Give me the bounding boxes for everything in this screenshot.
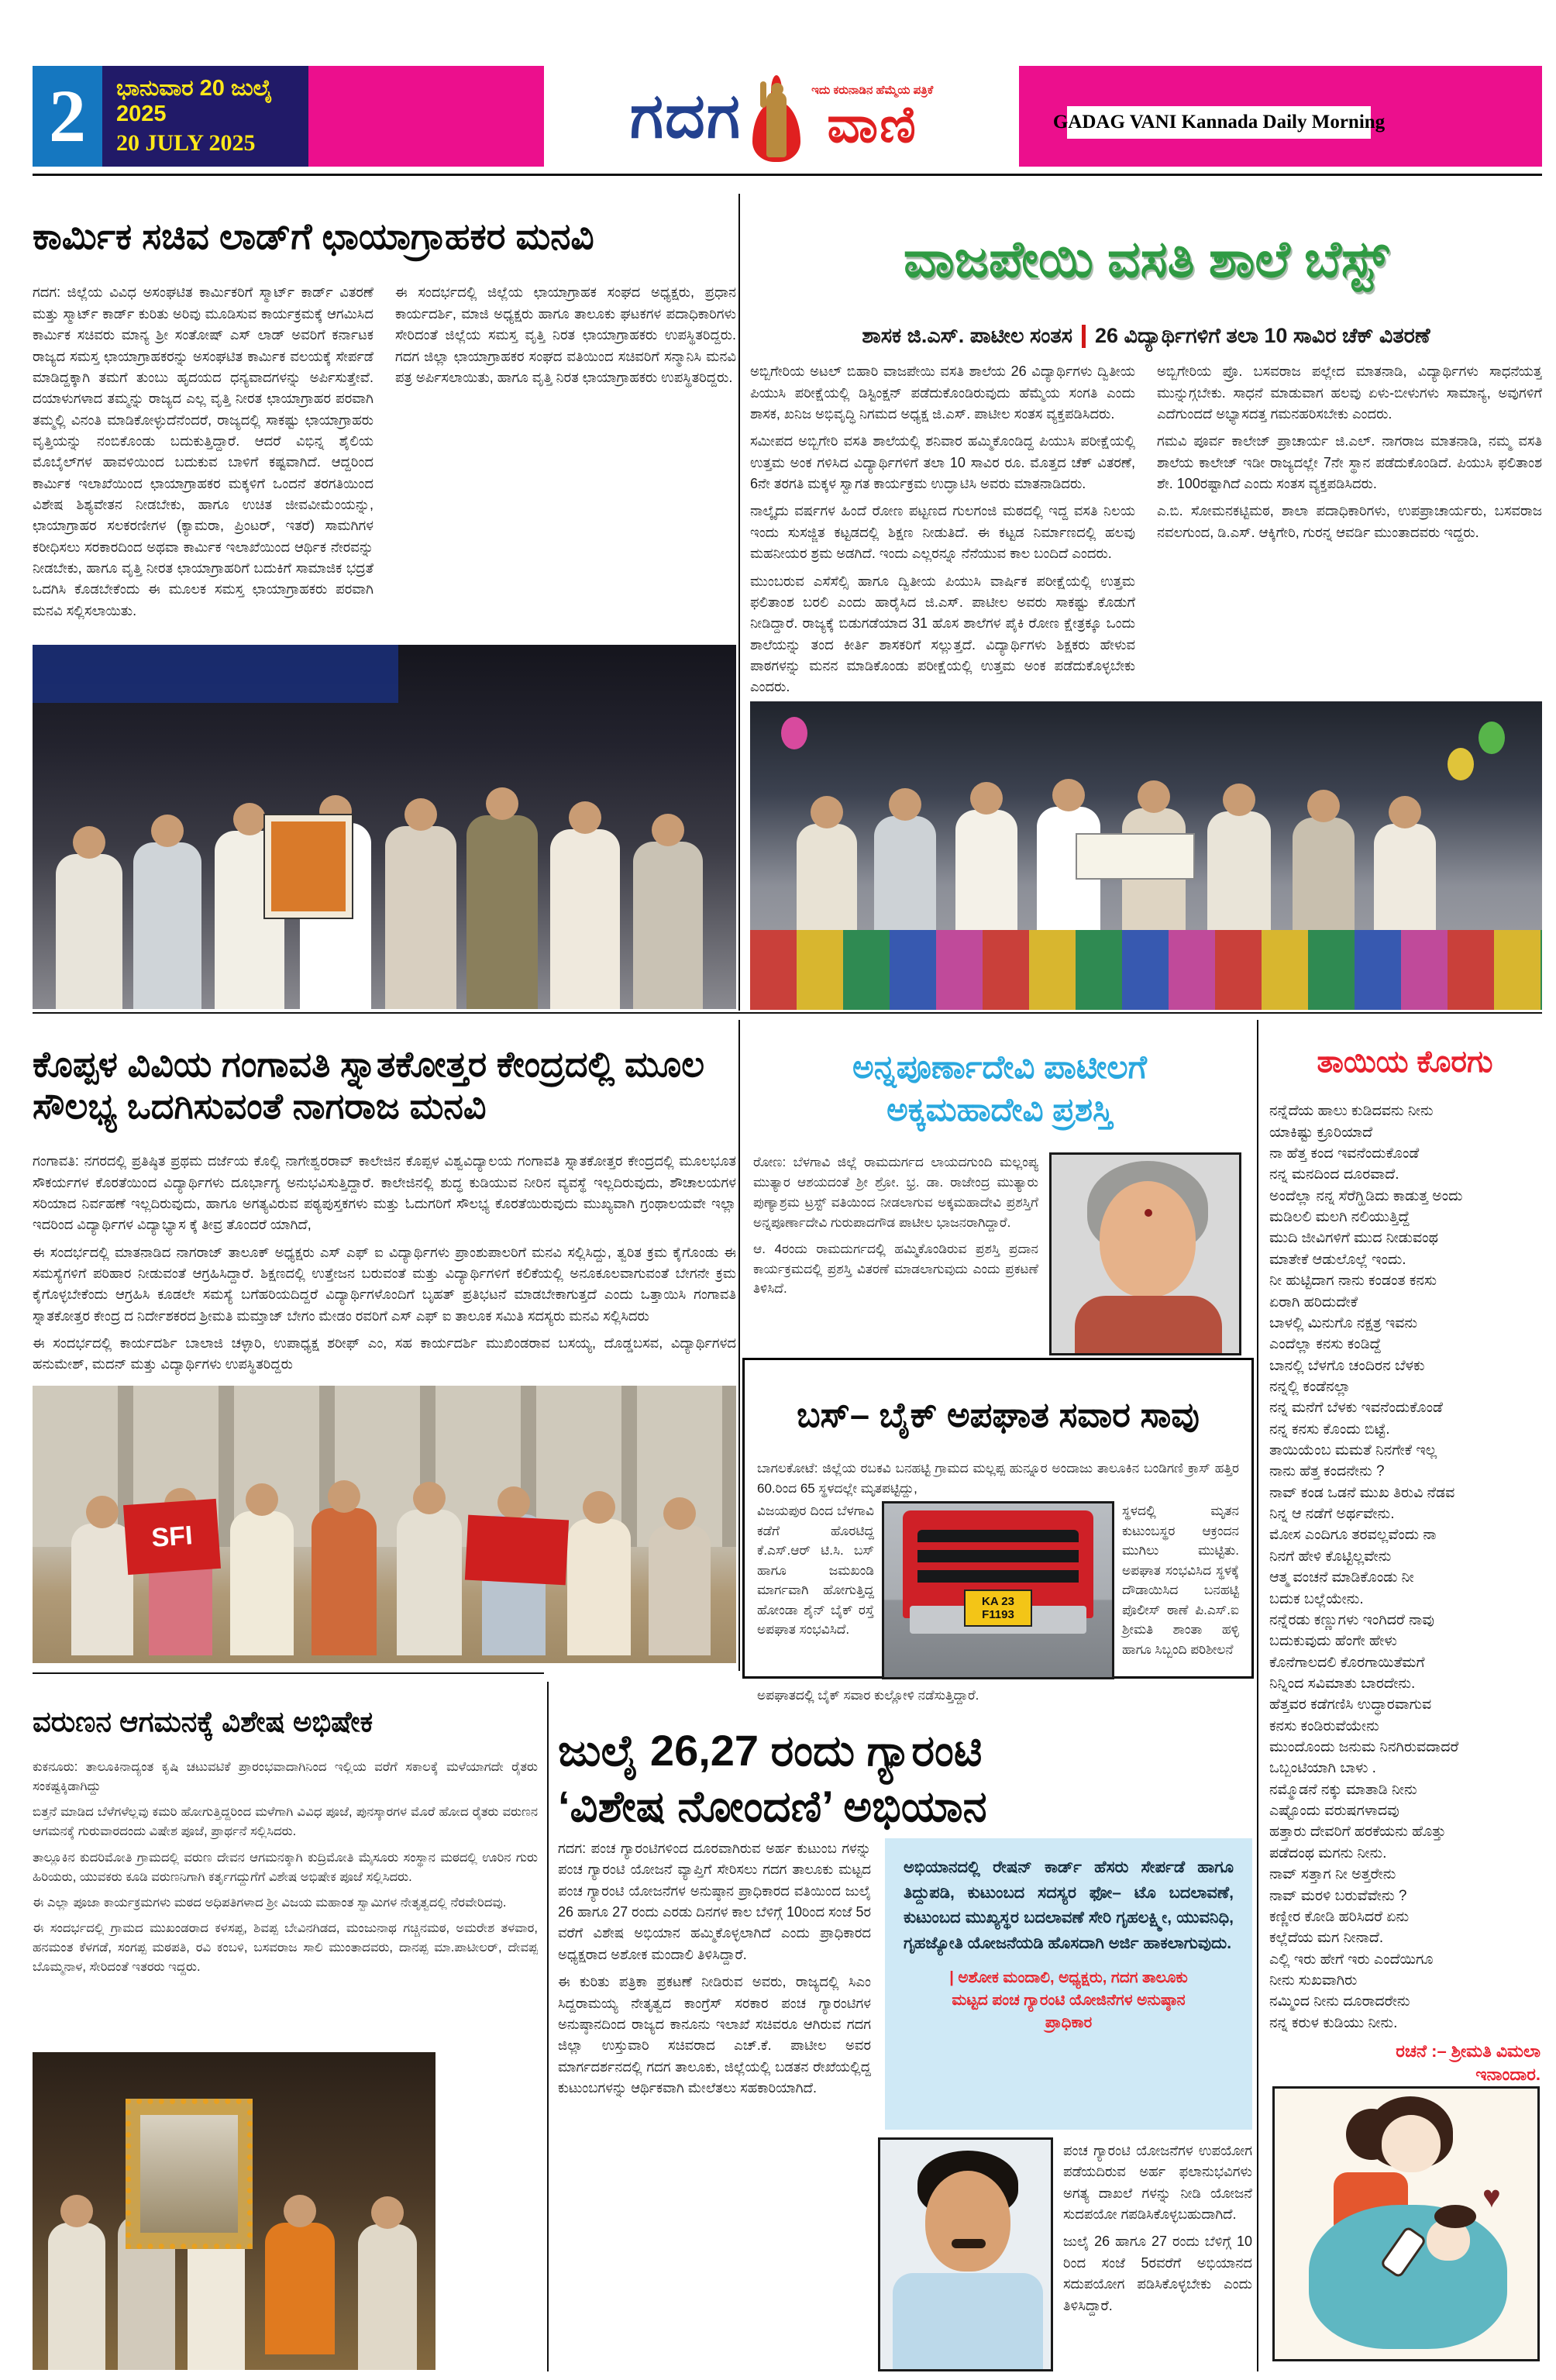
poem-line: ಯಾಕಿಷ್ಟು ಕ್ರೂರಿಯಾದೆ (1269, 1124, 1373, 1141)
article-paragraph: ಈ ಎಲ್ಲಾ ಪೂಜಾ ಕಾರ್ಯಕ್ರಮಗಳು ಮಠದ ಅಧಿಪತಿಗಳಾದ ಶ್ರೀ ವಿಜಯ ಮಹಾಂತ ಸ್ವಾಮಿಗಳ ನೇತೃತ್ವದಲ್ಲಿ ನೆರವೇರಿದವು. (33, 1895, 507, 1910)
photo-figure-police (466, 815, 538, 1009)
photo-figure (550, 829, 620, 1009)
info-box-text: ಅಭಿಯಾನದಲ್ಲಿ ರೇಷನ್ ಕಾರ್ಡ್ ಹೆಸರು ಸೇರ್ಪಡೆ ಹಾಗೂ ತಿದ್ದುಪಡಿ, ಕುಟುಂಬದ ಸದಸ್ಯರ ಫೋ– ಟೊ ಬದಲಾವಣೆ, ಕುಟುಂಬದ ಮುಖ್ಯಸ್ಥರ ಬದಲಾವಣೆ ಸೇರಿ ಗೃಹಲಕ್ಷ್ಮೀ, ಯುವನಿಧಿ, ಗೃಹಜ್ಯೋತಿ ಯೋಜನೆಯಡಿ ಹೊಸದಾಗಿ ಅರ್ಜಿ ಹಾಕಲಾಗುವುದು. (904, 1858, 1234, 1952)
baby-hair-shape (1434, 2205, 1476, 2228)
headline-line1: ಅನ್ನಪೂರ್ಣಾದೇವಿ ಪಾಟೀಲಗೆ (852, 1049, 1147, 1086)
logo-right-block (811, 83, 934, 153)
photo-figure (1207, 811, 1271, 940)
article-paragraph: ಈ ಸಂದರ್ಭದಲ್ಲಿ ಜಿಲ್ಲೆಯ ಛಾಯಾಗ್ರಾಹಕ ಸಂಘದ ಅಧ್ಯಕ್ಷರು, ಪ್ರಧಾನ ಕಾರ್ಯದರ್ಶಿ, ಮಾಜಿ ಅಧ್ಯಕ್ಷರು ಹಾಗೂ ತಾಲೂಕು ಘಟಕಗಳ ಪದಾಧಿಕಾರಿಗಳು ಸೇರಿದಂತೆ ಜಿಲ್ಲೆಯ ಸಮಸ್ತ ವೃತ್ತಿ ನಿರತ ಛಾಯಾಗ್ರಾಹಕರು ಉಪಸ್ಥಿತರಿದ್ದರು. ಗದಗ ಜಿಲ್ಲಾ ಛಾಯಾಗ್ರಾಹಕರ ಸಂಘದ ವತಿಯಿಂದ ಸಚಿವರಿಗೆ ಸನ್ಮಾನಿಸಿ ಮನವಿ ಪತ್ರ ಅರ್ಪಿಸಲಾಯಿತು, ಹಾಗೂ ವೃತ್ತಿ ನಿರತ ಛಾಯಾಗ್ರಾಹಕರು ಉಪಸ್ಥಿತರಿದ್ದರು. (395, 284, 736, 385)
balloon-icon (1448, 748, 1474, 780)
article-intro: ಬಾಗಲಕೋಟೆ: ಜಿಲ್ಲೆಯ ರಬಕವಿ ಬನಹಟ್ಟಿ ಗ್ರಾಮದ ಮಲ್ಲಪ್ಪ ಹುನ್ನೂರ ಅಂದಾಜು ತಾಲೂಕಿನ ಬಂಡಿಗಣಿ ಕ್ರಾಸ್ ಹತ್ತಿರ 60.ರಿಂದ 65 ಸ್ಥಳದಲ್ಲೇ ಮೃತಪಟ್ಟಿದ್ದು, (757, 1461, 1239, 1496)
poem-line: ನಾವ್ ಸತ್ತಾಗ ನೀ ಅತ್ತರೇನು (1269, 1866, 1396, 1883)
poem-line: ಬಾಳಲ್ಲಿ ಮಿನುಗೊ ನಕ್ಷತ್ರ ಇವನು (1269, 1314, 1418, 1331)
photo-figure (1293, 818, 1355, 940)
garlanded-portrait (126, 2099, 253, 2249)
article-paragraph: ಬಿತ್ತನೆ ಮಾಡಿದ ಬೆಳೆಗಳೆಲ್ಲವು ಕಮರಿ ಹೋಗುತ್ತಿದ್ದರಿಂದ ಮಳೆಗಾಗಿ ವಿವಿಧ ಪೂಜೆ, ಪುನಸ್ಕಾರಗಳ ಮೊರೆ ಹೋದ ರೈತರು ವರುಣನ ಆಗಮನಕ್ಕೆ ಗುರುವಾರದಂದು ವಿಷೇಶ ಪೂಜೆ, ಪ್ರಾರ್ಥನೆ ಸಲ್ಲಿಸಿದರು. (33, 1805, 538, 1839)
article-gangavati-sfi (33, 1019, 736, 1407)
poem-line: ಎಂದೆಲ್ಲಾ ಕನಸು ಕಂಡಿದ್ದೆ (1269, 1336, 1382, 1353)
photo-figure (955, 810, 1017, 940)
sfi-flag (123, 1499, 221, 1575)
article-body (33, 1758, 538, 2068)
masthead-pink-block (308, 66, 544, 167)
mother-saree-shape (1309, 2205, 1507, 2349)
moustache-shape (952, 2239, 986, 2248)
poem-line: ಆತ್ಮ ವಂಚನೆ ಮಾಡಿಕೊಂಡು ನೀ (1269, 1569, 1414, 1586)
poem-line: ನೀ ಹುಟ್ಟಿದಾಗ ನಾನು ಕಂಡಂತ ಕನಸು (1269, 1273, 1437, 1290)
logo-text-vani: ವಾಣಿ (827, 95, 917, 153)
divider (33, 1672, 544, 1674)
statue-body-shape (766, 92, 787, 157)
poem-line: ಹೆತ್ತವರ ಕಡೆಗಣಿಸಿ ಉದ್ಧಾರವಾಗುವ (1269, 1696, 1432, 1714)
article-body (750, 361, 1542, 725)
red-banner (465, 1515, 569, 1586)
article-paragraph: ಈ ಕುರಿತು ಪತ್ರಿಕಾ ಪ್ರಕಟಣೆ ನೀಡಿರುವ ಅವರು, ರಾಜ್ಯದಲ್ಲಿ ಸಿಎಂ ಸಿದ್ದರಾಮಯ್ಯ ನೇತೃತ್ವದ ಕಾಂಗ್ರೆಸ್ ಸರಕಾರ ಪಂಚ ಗ್ಯಾರಂಟಿಗಳ ಅನುಷ್ಠಾನದಿಂದ ರಾಜ್ಯದ ಕಾನೂನು ಇಲಾಖೆ ಸಚಿವರೂ ಆಗಿರುವ ಗದಗ ಜಿಲ್ಲಾ ಉಸ್ತುವಾರಿ ಸಚಿವರಾದ ಎಚ್.ಕೆ. ಪಾಟೀಲ ಅವರ ಮಾರ್ಗದರ್ಶನದಲ್ಲಿ ಗದಗ ತಾಲೂಕು, ಜಿಲ್ಲೆಯಲ್ಲಿ ಬಡತನ ರೇಖೆಯಲ್ಲಿದ್ದ ಕುಟುಂಬಗಳನ್ನು ಆರ್ಥಿಕವಾಗಿ ಮೇಲೆತಲು ಸಹಕಾರಿಯಾಗಿದೆ. (558, 1974, 871, 2096)
poem-line: ಮಾತೇಕೆ ಆಡುಲೊಲ್ಲೆ ಇಂದು. (1269, 1251, 1406, 1268)
article-headline: ಬಸ್‌– ಬೈಕ್ ಅಪಘಾತ ಸವಾರ ಸಾವು (797, 1395, 1200, 1435)
article-headline (558, 1723, 1252, 1836)
article-paragraph: ಆ. 4ರಂದು ರಾಮದುರ್ಗದಲ್ಲಿ ಹಮ್ಮಿಕೊಂಡಿರುವ ಪ್ರಶಸ್ತಿ ಪ್ರದಾನ ಕಾರ್ಯಕ್ರಮದಲ್ಲಿ ಪ್ರಶಸ್ತಿ ವಿತರಣೆ ಮಾಡಲಾಗುವುದು ಎಂದು ಪ್ರಕಟಣೆ ತಿಳಿಸಿದೆ. (753, 1241, 1038, 1297)
article-body (33, 282, 736, 646)
poem-line: ಕೊನೆಗಾಲದಲಿ ಕೊರಗಾಯಿತೆಮಗೆ (1269, 1654, 1425, 1671)
article-paragraph: ಗದಗ: ಪಂಚ ಗ್ಯಾರಂಟಿಗಳಿಂದ ದೂರವಾಗಿರುವ ಅರ್ಹ ಕುಟುಂಬ ಗಳನ್ನು ಪಂಚ ಗ್ಯಾರಂಟಿ ಯೋಜನೆ ವ್ಯಾಪ್ತಿಗೆ ಸೇರಿಸಲು ಗದಗ ತಾಲೂಕು ಮಟ್ಟದ ಪಂಚ ಗ್ಯಾರಂಟಿ ಯೋಜನೆಗಳ ಅನುಷ್ಠಾನ ಪ್ರಾಧಿಕಾರದ ವತಿಯಿಂದ ಜುಲೈ 26 ಹಾಗೂ 27 ರಂದು ಎರಡು ದಿನಗಳ ಕಾಲ ಬೆಳಿಗ್ಗೆ 10ರಿಂದ ಸಂಜೆ 5ರ ವರೆಗೆ ವಿಶೇಷ ಅಭಿಯಾನ ಹಮ್ಮಿಕೊಳ್ಳಲಾಗಿದೆ ಎಂದು ಪ್ರಾಧಿಕಾರದ ಅಧ್ಯಕ್ಷರಾದ ಅಶೋಕ ಮಂದಾಲಿ ತಿಳಿಸಿದ್ದಾರೆ. (558, 1841, 871, 1962)
article-paragraph: ಅಬ್ಬಿಗೇರಿಯ ಅಟಲ್ ಬಿಹಾರಿ ವಾಜಪೇಯಿ ವಸತಿ ಶಾಲೆಯ 26 ವಿದ್ಯಾರ್ಥಿಗಳು ದ್ವಿತೀಯ ಪಿಯುಸಿ ಪರೀಕ್ಷೆಯಲ್ಲಿ ಡಿಸ್ಟಿಂಕ್ಷನ್ ಪಡೆದುಕೊಂಡಿರುವುದು ಹೆಮ್ಮೆಯ ಸಂಗತಿ ಎಂದು ಶಾಸಕ, ಖನಿಜ ಅಭಿವೃದ್ಧಿ ನಿಗಮದ ಅಧ್ಯಕ್ಷ ಜಿ.ಎಸ್. ಪಾಟೀಲ ಸಂತಸ ವ್ಯಕ್ತಪಡಿಸಿದರು. (750, 363, 1135, 422)
poem-line: ನಿನ್ನಿಂದ ಸವಿಮಾತು ಬಾರದೇನು. (1269, 1675, 1416, 1692)
labor-group-photo (33, 645, 736, 1009)
masthead-banner-block (1019, 66, 1542, 167)
article-paragraph: ರೋಣ: ಬೆಳಗಾವಿ ಜಿಲ್ಲೆ ರಾಮದುರ್ಗದ ಲಾಯದಗುಂದಿ ಮಲ್ಲಂಪ್ಯ ಮುತ್ಯಾರ ಆಶಯದಂತೆ ಶ್ರೀ ಶ್ರೋ. ಭ್ರ. ಡಾ. ರಾಜೇಂದ್ರ ಮುತ್ಯಾರು ಪುಣ್ಯಾಶ್ರಮ ಟ್ರಸ್ಟ್ ವತಿಯಿಂದ ನೀಡಲಾಗುವ ಅಕ್ಕಮಹಾದೇವಿ ಪ್ರಶಸ್ತಿಗೆ ಅನ್ನಪೂರ್ಣಾದೇವಿ ಗುರುಪಾದಗೌಡ ಪಾಟೀಲ ಭಾಜನರಾಗಿದ್ದಾರೆ. (753, 1155, 1038, 1230)
article-headline (753, 1046, 1246, 1131)
poem-line: ನಾನು ಹೆತ್ತ ಕಂದನೇನು ? (1269, 1463, 1385, 1480)
credit-line: | ಅಶೋಕ ಮಂದಾಲಿ, ಅಧ್ಯಕ್ಷರು, ಗದಗ ತಾಲೂಕು (949, 1969, 1188, 1987)
article-paragraph: ಕುಕನೂರು: ತಾಲೂಕಿನಾದ್ಯಂತ ಕೃಷಿ ಚಟುವಟಿಕೆ ಪ್ರಾರಂಭವಾದಾಗಿನಿಂದ ಇಲ್ಲಿಯ ವರೆಗೆ ಸಕಾಲಕ್ಕೆ ಮಳೆಯಾಗದೇ ರೈತರು ಸಂಕಷ್ಟಕ್ಕಿಡಾಗಿದ್ದು (33, 1760, 538, 1794)
poem-line: ನನ್ನ ಕನಸು ಕೊಂದು ಬಿಟ್ಟೆ. (1269, 1421, 1390, 1438)
headline-line2: ಅಕ್ಕಮಹಾದೇವಿ ಪ್ರಶಸ್ತಿ (886, 1090, 1113, 1128)
poem-line: ನಾ ಹೆತ್ತ ಕಂದ ಇವನೆಂದುಕೊಂಡೆ (1269, 1145, 1420, 1162)
headline-line1: ಜುಲೈ 26,27 ರಂದು ಗ್ಯಾರಂಟಿ (558, 1725, 983, 1775)
article-headline: ವಾಜಪೇಯಿ ವಸತಿ ಶಾಲೆ ಬೆಸ್ಟ್ (903, 230, 1389, 288)
photo-figure (230, 1511, 294, 1655)
info-box-credit (904, 1967, 1234, 2034)
photo-figure (48, 2223, 105, 2370)
article-paragraph: ಈ ಸಂದರ್ಭದಲ್ಲಿ ಮಾತನಾಡಿದ ನಾಗರಾಜ್ ತಾಲೂಕ್ ಅಧ್ಯಕ್ಷರು ಎಸ್ ಎಫ್ ಐ ವಿದ್ಯಾರ್ಥಿಗಳು ಪ್ರಾಂಶುಪಾಲರಿಗೆ ಮನವಿ ಸಲ್ಲಿಸಿದ್ದು, ತ್ವರಿತ ಕ್ರಮ ಕೈಗೊಂಡು ಈ ಸಮಸ್ಯೆಗಳಿಗೆ ಪರಿಹಾರ ನೀಡುವಂತೆ ಆಗ್ರಹಿಸಿದ್ದಾರೆ. ಶಿಕ್ಷಣದಲ್ಲಿ ಉತ್ತೇಜನ ಬರುವಂತೆ ಮತ್ತು ವಿದ್ಯಾರ್ಥಿಗಳಿಗೆ ಕಲಿಕೆಯಲ್ಲಿ ಅನೂಕೂಲವಾಗುವಂತೆ ಬೇಗನೇ ಕ್ರಮ ಕೈಗೊಳ್ಳಬೇಕೆಂದು ಆಗ್ರಹಿಸಿ ಕೂಡಲೇ ಸಮಸ್ಯೆ ಬಗೆಹರಿಯದಿದ್ದರೆ ವಿದ್ಯಾರ್ಥಿಗಳೊಂದಿಗೆ ಬೃಹತ್ ಪ್ರತಿಭಟನೆ ಮಾಡಬೇಕಾಗುತ್ತದೆ ಎಂದು ಒತ್ತಾಯಿಸಿ ಗಂಗಾವತಿ ಸ್ನಾತಕೋತ್ತರ ಕೇಂದ್ರ ದ ನಿರ್ದೇಶಕರದ ಶ್ರೀಮತಿ ಮಮ್ತಾಜ್ ಬೇಗಂ ಮೇಡಂ ರವರಿಗೆ ಎಸ್ ಎಫ್ ಐ ತಾಲೂಕ ಸಮಿತಿ ಸದಸ್ಯರು ಮನವಿ ಸಲ್ಲಿಸಿದರು (33, 1244, 736, 1324)
article-paragraph: ನಾಲ್ಕೈದು ವರ್ಷಗಳ ಹಿಂದೆ ರೋಣ ಪಟ್ಟಣದ ಗುಲಗಂಜಿ ಮಠದಲ್ಲಿ ಇದ್ದ ವಸತಿ ನಿಲಯ ಇಂದು ಸುಸಜ್ಜಿತ ಕಟ್ಟಡದಲ್ಲಿ ಶಿಕ್ಷಣ ನೀಡುತಿದೆ. ಈ ಕಟ್ಟಡ ನಿರ್ಮಾಣದಲ್ಲಿ ಹಲವು ಮಹನೀಯರ ಶ್ರಮ ಅಡಗಿದೆ. ಇಂದು ಎಲ್ಲರನ್ನೂ ನೆನೆಯುವ ಕಾಲ ಬಂದಿದೆ ಎಂದರು. (750, 503, 1135, 562)
photo-figure (567, 1519, 631, 1655)
bus-photo (882, 1501, 1114, 1679)
article-bus-accident (742, 1358, 1254, 1703)
divider (547, 1682, 549, 2371)
guarantee-info-box (885, 1838, 1252, 2130)
masthead-banner-text: GADAG VANI Kannada Daily Morning (1067, 106, 1371, 139)
poem-line: ನಾವ್ ಕಂಡ ಒಡನೆ ಮುಖ ತಿರುವಿ ನೆಡವ (1269, 1484, 1455, 1501)
article-paragraph: ಪಂಚ ಗ್ಯಾರಂಟಿ ಯೋಜನೆಗಳ ಉಪಯೋಗ ಪಡೆಯದಿರುವ ಅರ್ಹ ಫಲಾನುಭವಿಗಳು ಅಗತ್ಯ ದಾಖಲೆ ಗಳನ್ನು ನೀಡಿ ಯೋಜನೆ ಸುದಪಯೋ ಗಪಡಿಸಿಕೊಳ್ಳಬಹುದಾಗಿದೆ. (1063, 2143, 1252, 2223)
poem-line: ನನ್ನೆದೆಯ ಹಾಲು ಕುಡಿದವನು ನೀನು (1269, 1103, 1434, 1120)
article-paragraph: ಈ ಸಂದರ್ಭದಲ್ಲಿ ಕಾರ್ಯದರ್ಶಿ ಬಾಲಾಜಿ ಚಳ್ಳಾರಿ, ಉಪಾಧ್ಯಕ್ಷ ಶರೀಫ್ ಎಂ, ಸಹ ಕಾರ್ಯದರ್ಶಿ ಮುಖಿಂಡರಾವ ಬಸಯ್ಯ, ದೊಡ್ಡಬಸವ, ವಿದ್ಯಾರ್ಥಿಗಳದ ಹನುಮೇಶ್, ಮದನ್ ಮತ್ತು ವಿದ್ಯಾರ್ಥಿಗಳು ಉಪಸ್ಥಿತರಿದ್ದರು (33, 1335, 736, 1373)
headline-line2: ‘ವಿಶೇಷ ನೋಂದಣಿ’ ಅಭಿಯಾನ (558, 1782, 987, 1831)
subhead-right: 26 ವಿದ್ಯಾರ್ಥಿಗಳಿಗೆ ತಲಾ 10 ಸಾವಿರ ಚೆಕ್ ವಿತರಣೆ (1094, 324, 1430, 348)
divider (33, 1012, 1542, 1014)
accident-middle-row (757, 1501, 1239, 1679)
license-plate (964, 1590, 1032, 1627)
table-decoration-shape (750, 930, 1542, 1010)
article-paragraph: ಸಮೀಪದ ಅಬ್ಬಿಗೇರಿ ವಸತಿ ಶಾಲೆಯಲ್ಲಿ ಶನಿವಾರ ಹಮ್ಮಿಕೊಂಡಿದ್ದ ಪಿಯುಸಿ ಪರೀಕ್ಷೆಯಲ್ಲಿ ಉತ್ತಮ ಅಂಕ ಗಳಿಸಿದ ವಿದ್ಯಾರ್ಥಿಗಳಿಗೆ ತಲಾ 10 ಸಾವಿರ ರೂ. ಮೊತ್ತದ ಚೆಕ್ ವಿತರಣೆ, 6ನೇ ತರಗತಿ ಮಕ್ಕಳ ಸ್ವಾಗತ ಕಾರ್ಯಕ್ರಮ ಉದ್ಘಾಟಿಸಿ ಅವರು ಮಾತನಾಡಿದರು. (750, 433, 1135, 492)
masthead (33, 66, 1542, 167)
poem-line: ನನ್ನಲ್ಲಿ ಕಂಡೆನಲ್ಲಾ (1269, 1378, 1351, 1395)
cheque-prop (1076, 833, 1195, 880)
date-kannada: ಭಾನುವಾರ 20 ಜುಲೈ 2025 (116, 76, 273, 126)
logo-tagline: ಇದು ಕರುನಾಡಿನ ಹೆಮ್ಮೆಯ ಪತ್ರಿಕೆ (811, 83, 934, 97)
photo-figure (649, 1525, 711, 1655)
stage-banner-shape (33, 645, 398, 703)
photo-figure (874, 816, 936, 940)
credit-line: ಪ್ರಾಧಿಕಾರ (1045, 2014, 1093, 2032)
page-number: 2 (33, 66, 102, 167)
seated-swamiji-figure (265, 2223, 335, 2354)
poem-line: ನಾವ್ ಮರಳಿ ಬರುವೆವೇನು ? (1269, 1887, 1407, 1904)
article-left-column: ವಿಜಯಪುರ ದಿಂದ ಬೆಳಗಾವಿ ಕಡೆಗೆ ಹೊರಟಿದ್ದ ಕೆ.ಎಸ್.ಆರ್ ಟಿ.ಸಿ. ಬಸ್ ಹಾಗೂ ಜಮಖಂಡಿ ಮಾರ್ಗವಾಗಿ ಹೋಗುತ್ತಿದ್ದ ಹೋಂಡಾ ಶೈನ್ ಬೈಕ್ ರಸ್ತೆ ಅಪಘಾತ ಸಂಭವಿಸಿದೆ. (757, 1503, 874, 1638)
masthead-date-block (102, 66, 308, 167)
sfi-group-photo (33, 1386, 736, 1663)
poem-line: ನಮ್ಮಿಂದ ನೀನು ದೂರಾದರೇನು (1269, 1993, 1410, 2010)
portrait-saree-shape (1075, 1296, 1222, 1355)
statue-logo-icon (749, 71, 804, 162)
article-subheadline (750, 324, 1542, 349)
poem-line: ಪಡೆದಂಥ ಮಗನು ನೀನು. (1269, 1844, 1387, 1862)
poem-line: ನಿನ್ನ ಆ ನಡೆಗೆ ಅರ್ಥವೇನು. (1269, 1506, 1395, 1523)
article-paragraph: ಎ.ಬಿ. ಸೋಮನಕಟ್ಟಿಮಠ, ಶಾಲಾ ಪದಾಧಿಕಾರಿಗಳು, ಉಪಪ್ರಾಚಾರ್ಯರು, ಬಸವರಾಜ ನವಲಗುಂದ, ಡಿ.ಎಸ್. ಆಕ್ಕಿಗೇರಿ, ಗುರನ್ನ ಆವರ್ಡಿ ಮುಂತಾದವರು ಇದ್ದರು. (1157, 503, 1542, 540)
poem-credit-line1: ರಚನೆ :– ಶ್ರೀಮತಿ ವಿಮಲಾ (1396, 2041, 1541, 2061)
poem-line: ಮುದಿ ಜೀವಿಗಳಿಗೆ ಮುದ ನೀಡುವಂಥ (1269, 1230, 1438, 1247)
bus-front-shape (903, 1510, 1094, 1622)
logo-text-gadag: ಗದಗ (629, 81, 742, 150)
subhead-left: ಶಾಸಕ ಜಿ.ಎಸ್. ಪಾಟೀಲ ಸಂತಸ (862, 324, 1072, 348)
poem-credit (1269, 2040, 1541, 2086)
article-body (753, 1152, 1038, 1355)
poem-line: ಮಡಿಲಲಿ ಮಲಗಿ ನಲಿಯುತ್ತಿದ್ದೆ (1269, 1209, 1410, 1226)
mother-baby-illustration (1272, 2086, 1540, 2361)
poem-line: ಹತ್ತಾರು ದೇವರಿಗೆ ಹರಕೆಯನು ಹೊತ್ತು (1269, 1824, 1446, 1841)
plate-line2: F1193 (982, 1608, 1014, 1622)
poem-title: ತಾಯಿಯ ಕೊರಗು (1317, 1045, 1493, 1080)
poem-line: ನನ್ನೆರಡು ಕಣ್ಣುಗಳು ಇಂಗಿದರೆ ನಾವು (1269, 1611, 1434, 1628)
award-winner-portrait (1049, 1152, 1241, 1355)
balloon-icon (1479, 722, 1505, 754)
heart-icon: ♥ (1482, 2180, 1501, 2214)
photo-figure (1374, 824, 1436, 940)
article-akkamahadevi-award (753, 1025, 1246, 1355)
article-paragraph: ಗಂಗಾವತಿ: ನಗರದಲ್ಲಿ ಪ್ರತಿಷ್ಠಿತ ಪ್ರಥಮ ದರ್ಜೆಯ ಕೊಲ್ಲಿ ನಾಗೇಶ್ವರರಾವ್ ಕಾಲೇಜಿನ ಕೊಪ್ಪಳ ವಿಶ್ವವಿದ್ಯಾಲಯ ಗಂಗಾವತಿ ಸ್ನಾತಕೋತ್ತರ ಕೇಂದ್ರದಲ್ಲಿ ಮೂಲಭೂತ ಸೌಕರ್ಯಗಳ ಕೊರತೆಯಿಂದ ವಿದ್ಯಾರ್ಥಿಗಳು ದೂರ್ಭಾಗ್ಯ ಅನುಭವಿಸುತ್ತಿದ್ದಾರೆ. ಕಾಲೇಜಿನಲ್ಲಿ ಶುದ್ಧ ಕುಡಿಯುವ ನೀರಿನ ವ್ಯವಸ್ಥೆ ಇಲ್ಲದಿರುವುದು, ಶೌಚಾಲಯಗಳ ಸರಿಯಾದ ನಿರ್ವಹಣೆ ಇಲ್ಲದಿರುವುದು, ಹಾಗೂ ಅಗತ್ಯವಿರುವ ಪಠ್ಯಪುಸ್ತಕಗಳು ಮತ್ತು ಓದುಗರಿಗೆ ಸೌಲಭ್ಯ ಕೊರತೆಯಿರುವುದು ಮುಖ್ಯವಾಗಿ ಗ್ರಂಥಾಲಯವೇ ಇಲ್ಲಾ ಇದರಿಂದ ವಿದ್ಯಾರ್ಥಿಗಳ ವಿದ್ಯಾಭ್ಯಾಸ ಕ್ಕೆ ತೀವ್ರ ತೊಂದರೆ ಯಾಗಿದೆ, (33, 1153, 736, 1233)
poem-line: ಏರಾಗಿ ಹರಿದುದೇಕೆ (1269, 1293, 1358, 1311)
poem-line: ಬಾನಲ್ಲಿ ಬೆಳಗೊ ಚಂದಿರನ ಬೆಳಕು (1269, 1357, 1425, 1374)
poem-line: ಕನಸು ಕಂಡಿರುವೆಯೇನು (1269, 1717, 1379, 1734)
poem-line: ಮೋಸ ಎಂದಿಗೂ ತರವಲ್ಲವೆಂದು ನಾ (1269, 1527, 1437, 1544)
poem-line: ಒಬ್ಬಂಟಿಯಾಗಿ ಬಾಳು . (1269, 1760, 1376, 1777)
article-vajpayee-school (750, 195, 1542, 725)
article-headline: ಕೊಪ್ಪಳ ವಿವಿಯ ಗಂಗಾವತಿ ಸ್ನಾತಕೋತ್ತರ ಕೇಂದ್ರದಲ್ಲಿ ಮೂಲ ಸೌಲಭ್ಯ ಒದಗಿಸುವಂತೆ ನಾಗರಾಜ ಮನವಿ (33, 1043, 705, 1127)
statue-head-shape (771, 83, 783, 95)
article-headline: ವರುಣನ ಆಗಮನಕ್ಕೆ ವಿಶೇಷ ಅಭಿಷೇಕ (33, 1705, 374, 1738)
poem-body (1269, 1100, 1541, 2034)
article-paragraph: ಗಮವಿ ಪೂರ್ವ ಕಾಲೇಜ್ ಪ್ರಾಚಾರ್ಯ ಜಿ.ಎಲ್. ನಾಗರಾಜ ಮಾತನಾಡಿ, ನಮ್ಮ ವಸತಿ ಶಾಲೆಯ ಕಾಲೇಜ್ ಇಡೀ ರಾಜ್ಯದಲ್ಲೇ 7ನೇ ಸ್ಥಾನ ಪಡೆದುಕೊಂಡಿದೆ. ಪಿಯುಸಿ ಫಲಿತಾಂಶ ಶೇ. 100ರಷ್ಟಾಗಿದೆ ಎಂದು ಸಂತಸ ವ್ಯಕ್ತಪಡಿಸಿದರು. (1157, 433, 1542, 492)
mother-face-shape (1382, 2115, 1441, 2172)
poem-line: ತಾಯಿಯೆಂಬ ಮಮತೆ ನಿನಗೇಕೆ ಇಲ್ಲ (1269, 1442, 1437, 1459)
article-varuna-abhisheka (33, 1686, 538, 2068)
guarantee-left-column (558, 1838, 871, 2105)
article-paragraph: ಈ ಸಂದರ್ಭದಲ್ಲಿ ಗ್ರಾಮದ ಮುಖಂಡರಾದ ಕಳಸಪ್ಪ, ಶಿವಪ್ಪ ಬೇವಿನಗಿಡದ, ಮಂಜುನಾಥ ಗಚ್ಚಿನಮಠ, ಅಮರೇಶ ತಳವಾರ, ಹನಮಂತ ಕೆಳಗಡೆ, ಸಂಗಪ್ಪ ಮಠಪತಿ, ರವಿ ಕಂಬಳಿ, ಬಸವರಾಜ ಸಾಲಿ ಮುಂತಾದವರು, ದಾನಪ್ಪ ಮಾ.ಪಾಟೀಲರ್, ದೇವಪ್ಪ ಬೊಮ್ಮನಾಳ, ಸೇರಿದಂತೆ ಇತರರು ಇದ್ದರು. (33, 1920, 538, 1974)
portrait-shirt-shape (893, 2273, 1043, 2371)
bus-grille-shape (917, 1530, 1078, 1590)
red-bar-separator (1082, 325, 1086, 348)
poem-line: ಅಂದೆಲ್ಲಾ ನನ್ನ ಸೆರೆಗ್ಹಿಡಿದು ಕಾಡುತ್ತ ಅಂದು (1269, 1187, 1463, 1204)
poem-line: ಬದುಕುವುದು ಹೆಂಗೇ ಹೇಳು (1269, 1633, 1397, 1650)
credit-line: ಮಟ್ಟದ ಪಂಚ ಗ್ಯಾರಂಟಿ ಯೋಜಿನೆಗಳ ಅನುಷ್ಠಾನ (952, 1992, 1186, 2010)
photo-figure (358, 2224, 417, 2370)
portrait-face-shape (925, 2171, 1010, 2272)
photo-figure (385, 826, 456, 1009)
divider (1257, 1020, 1258, 2371)
photo-figure (797, 824, 857, 940)
varuna-pooja-photo (33, 2052, 435, 2370)
statue-arm-shape (760, 81, 766, 108)
poem-line: ಕಣ್ಣೀರ ಕೋಡಿ ಹರಿಸಿದರೆ ಏನು (1269, 1908, 1410, 1925)
divider (33, 174, 1542, 176)
article-paragraph: ಅಬ್ಬಿಗೇರಿಯ ಪ್ರೊ. ಬಸವರಾಜ ಪಲ್ಲೇದ ಮಾತನಾಡಿ, ವಿದ್ಯಾರ್ಥಿಗಳು ಸಾಧನೆಯತ್ತ ಮುನ್ನುಗ್ಗಬೇಕು. ಸಾಧನೆ ಮಾಡುವಾಗ ಹಲವು ಏಳು-ಬೀಳುಗಳು ಸಾಮಾನ್ಯ, ಅವುಗಳಿಗೆ ಎದೆಗುಂದದೆ ಅಭ್ಯಾಸದತ್ತ ಗಮನಹರಿಸಬೇಕು ಎಂದರು. (1157, 363, 1542, 422)
photo-figure (397, 1510, 462, 1655)
article-right-column: ಸ್ಥಳದಲ್ಲಿ ಮೃತನ ಕುಟುಂಬಸ್ಥರ ಆಕ್ರಂದನ ಮುಗಿಲು ಮುಟ್ಟಿತು. ಅಪಘಾತ ಸಂಭವಿಸಿದ ಸ್ಥಳಕ್ಕೆ ದೌಡಾಯಿಸಿದ ಬನಹಟ್ಟಿ ಪೊಲೀಸ್ ಠಾಣೆ ಪಿ.ಎಸ್.ಐ ಶ್ರೀಮತಿ ಶಾಂತಾ ಹಳ್ಳಿ ಹಾಗೂ ಸಿಬ್ಬಂದಿ ಪರಿಶೀಲನೆ (1122, 1503, 1239, 1657)
plate-line1: KA 23 (982, 1595, 1014, 1609)
article-headline: ಕಾರ್ಮಿಕ ಸಚಿವ ಲಾಡ್‌ಗೆ ಛಾಯಾಗ್ರಾಹಕರ ಮನವಿ (33, 215, 594, 257)
poem-line: ಬದುಕ ಬಲ್ಲೆಯೇನು. (1269, 1590, 1364, 1607)
guarantee-right-column (1063, 2141, 1252, 2323)
official-portrait-photo (878, 2137, 1053, 2371)
article-bottom-line: ಅಪಘಾತದಲ್ಲಿ ಬೈಕ್ ಸವಾರ ಕುಲ್ಲೋಳಿ ನಡೆಸುತ್ತಿದ್ದಾರೆ. (757, 1688, 979, 1703)
balloon-icon (781, 717, 807, 749)
poem-credit-line2: ಇನಾಂದಾರ. (1475, 2064, 1541, 2084)
poem-line: ಎಷ್ಟೊಂದು ವರುಷಗಳಾದವು (1269, 1803, 1399, 1820)
poem-line: ನಿನಗೆ ಹೇಳಿ ಕೊಟ್ಟಿಲ್ಲವೇನು (1269, 1548, 1392, 1565)
photo-figure (56, 854, 122, 1009)
article-body (33, 1151, 736, 1407)
article-paragraph: ಜುಲೈ 26 ಹಾಗೂ 27 ರಂದು ಬೆಳಿಗ್ಗೆ 10 ರಿಂದ ಸಂಜೆ 5ರವರೆಗೆ ಅಭಿಯಾನದ ಸದುಪಯೋಗ ಪಡಿಸಿಕೊಳ್ಳಬೇಕು ಎಂದು ತಿಳಿಸಿದ್ದಾರೆ. (1063, 2234, 1252, 2313)
vajpayee-event-photo (750, 701, 1542, 1010)
photo-figure (312, 1508, 377, 1655)
poem-line: ನೀನು ಸುಖವಾಗಿರು (1269, 1972, 1358, 1989)
poem-line: ಎಲ್ಲಿ ಇರು ಹೇಗೆ ಇರು ಎಂದೆಯಿಗೂ (1269, 1951, 1434, 1968)
poem-line: ನಮ್ಮೊಡನೆ ನಕ್ಕು ಮಾತಾಡಿ ನೀನು (1269, 1781, 1417, 1798)
divider (738, 194, 740, 1011)
sfi-flag-text: SFI (150, 1520, 194, 1553)
newspaper-logo (544, 66, 1019, 167)
divider (738, 1020, 740, 1671)
framed-portrait-prop (265, 815, 352, 918)
portrait-face-shape (1100, 1181, 1196, 1297)
poem-line: ನನ್ನ ಕರುಳ ಕುಡಿಯು ನೀನು. (1269, 2014, 1398, 2031)
article-paragraph: ಮುಂಬರುವ ಎಸೆಸೆಲ್ಸಿ ಹಾಗೂ ದ್ವಿತೀಯ ಪಿಯುಸಿ ವಾರ್ಷಿಕ ಪರೀಕ್ಷೆಯಲ್ಲಿ ಉತ್ತಮ ಫಲಿತಾಂಶ ಬರಲಿ ಎಂದು ಹಾರೈಸಿದ ಜಿ.ಎಸ್. ಪಾಟೀಲ ಅವರು ಸಾಕಷ್ಟು ಕೊಡುಗೆ ನೀಡಿದ್ದಾರೆ. ರಾಜ್ಯಕ್ಕೆ ಬಿಡುಗಡೆಯಾದ 31 ಹೊಸ ಶಾಲೆಗಳ ಪೈಕಿ ರೋಣ ಕ್ಷೇತ್ರಕ್ಕೂ ಒಂದು ಶಾಲೆಯನ್ನು ತಂದ ಕೀರ್ತಿ ಶಾಸಕರಿಗೆ ಸಲ್ಲುತ್ತದೆ. ವಿದ್ಯಾರ್ಥಿಗಳು ಶಿಕ್ಷಕರು ಹೇಳುವ ಪಾಠಗಳನ್ನು ಮನನ ಮಾಡಿಕೊಂಡು ಪರೀಕ್ಷೆಯಲ್ಲಿ ಉತ್ತಮ ಅಂಕ ಪಡೆದುಕೊಳ್ಳಬೇಕು ಎಂದರು. (750, 573, 1135, 695)
photo-figure (633, 842, 703, 1009)
poem-column (1269, 1025, 1541, 2086)
photo-figure (133, 842, 201, 1009)
date-english: 20 JULY 2025 (116, 130, 256, 156)
photo-figure (71, 1524, 133, 1655)
article-paragraph: ತಾಲ್ಲೂಕಿನ ಕುದರಿಮೋತಿ ಗ್ರಾಮದಲ್ಲಿ ವರುಣ ದೇವನ ಆಗಮನಕ್ಕಾಗಿ ಕುದ್ರಿಮೋತಿ ಮೈಸೂರು ಸಂಸ್ಥಾನ ಮಠದಲ್ಲಿ ಊರಿನ ಗುರು ಹಿರಿಯರು, ಯುವಕರು ಕೂಡಿ ವರುಣನಿಗಾಗಿ ಕರ್ತೃಗದ್ದುಗೆಗೆ ವಿಶೇಷ ಅಭಿಷೇಕ ಪೂಜೆ ಸಲ್ಲಿಸಿದರು. (33, 1850, 538, 1884)
article-labor-minister (33, 191, 736, 646)
portrait-inner-shape (140, 2115, 238, 2232)
poem-line: ನನ್ನ ಮನೆಗೆ ಬೆಳಕು ಇವನೆಂದುಕೊಂಡೆ (1269, 1400, 1443, 1417)
poem-line: ನನ್ನ ಮನದಿಂದ ದೂರವಾದೆ. (1269, 1166, 1399, 1183)
poem-line: ಕಲ್ಲೆದೆಯ ಮಗ ನೀನಾದೆ. (1269, 1930, 1384, 1947)
award-content-row (753, 1152, 1246, 1355)
article-paragraph: ಗದಗ: ಜಿಲ್ಲೆಯ ವಿವಿಧ ಅಸಂಘಟಿತ ಕಾರ್ಮಿಕರಿಗೆ ಸ್ಮಾರ್ಟ್ ಕಾರ್ಡ್ ವಿತರಣೆ ಮತ್ತು ಸ್ಮಾರ್ಟ್ ಕಾರ್ಡ್ ಕುರಿತು ಅರಿವು ಮೂಡಿಸುವ ಕಾರ್ಯಕ್ರಮಕ್ಕೆ ಆಗಮಿಸಿದ ಕಾರ್ಮಿಕ ಸಚಿವರು ಮಾನ್ಯ ಶ್ರೀ ಸಂತೋಷ್ ಎಸ್ ಲಾಡ್ ಅವರಿಗೆ ಕರ್ನಾಟಕ ರಾಜ್ಯದ ಸಮಸ್ತ ಛಾಯಾಗ್ರಾಹಕರನ್ನು ಅಸಂಘಟಿತ ಕಾರ್ಮಿಕ ವಲಯಕ್ಕೆ ಸೇರ್ಪಡೆ ಮಾಡಿದ್ದಕ್ಕಾಗಿ ತಮಗೆ ತುಂಬು ಹೃದಯದ ಧನ್ಯವಾದಗಳನ್ನು ಅರ್ಪಿಸುತ್ತೇವೆ. ದಯಾಳುಗಳಾದ ತಮ್ಮನ್ನು ರಾಜ್ಯದ ಎಲ್ಲ ವೃತ್ತಿ ನೀರತ ಛಾಯಾಗ್ರಾಹರ ಪರವಾಗಿ ತಮ್ಮಲ್ಲಿ ವಿನಂತಿ ಮಾಡಿಕೋಳ್ಳುದೆನೆಂದರೆ, ರಾಜ್ಯದಲ್ಲಿ ಸಾಕಷ್ಟು ಛಾಯಾಗ್ರಾಹರು ವೃತ್ತಿಯನ್ನು ನಂಬಿಕೊಂಡು ಬದುಕುತ್ತಿದ್ದಾರೆ. ಆದರೆ ವಿಭಿನ್ನ ಶೈಲಿಯ ಮೊಬೈಲ್‌ಗಳ ಹಾವಳಿಯಿಂದ ಬದುಕುವ ಬಾಳಿಗೆ ಕಷ್ಟವಾಗಿದೆ. ಆದ್ದರಿಂದ ಕಾರ್ಮಿಕ ಇಲಾಖೆಯಿಂದ ಛಾಯಾಗ್ರಾಹಕರ ಮಕ್ಕಳಿಗೆ ಒಂದನೆ ತರಗತಿಯಿಂದ ವಿಶೇಷ ಶಿಶ್ಯವೇತನ ನೀಡಬೇಕು, ಹಾಗೂ ಉಚಿತ ಜೀವವೀಮೆಂಯನ್ನು, ಛಾಯಾಗ್ರಾಹರ ಸಲಕರಣೀಗಳ (ಕ್ಯಾಮರಾ, ಪ್ರಿಂಟರ್, ಇತರೆ) ಸಾಮಗಿಗಳ ಕರೀಧಿಸಲು ಸರಕಾರದಿಂದ ಅಥವಾ ಕಾರ್ಮಿಕ ಇಲಾಖೆಯಿಂದ ಆರ್ಥಿಕ ನೇರವನ್ನು ನೀಡಬೇಕು, ಹಾಗೂ ವೃತ್ತಿ ನೀರತ ಛಾಯಾಗ್ರಾಹರಿಗೆ ಬದುಕಿಗೆ ಸಾಮಾಜಿಕ ಭದ್ರತೆ ಒದಗಿಸಿ ಕೊಡಬೇಕೆಂದು ಈ ಮೂಲಕ ಸಮಸ್ತ ಛಾಯಾಗ್ರಾಹಕರು ಪರವಾಗಿ ಮನವಿ ಸಲ್ಲಿಸಲಾಯಿತು. (33, 284, 374, 618)
poem-line: ಮುಂದೊಂದು ಜನುಮ ನಿನಗಿರುವದಾದರೆ (1269, 1739, 1459, 1756)
